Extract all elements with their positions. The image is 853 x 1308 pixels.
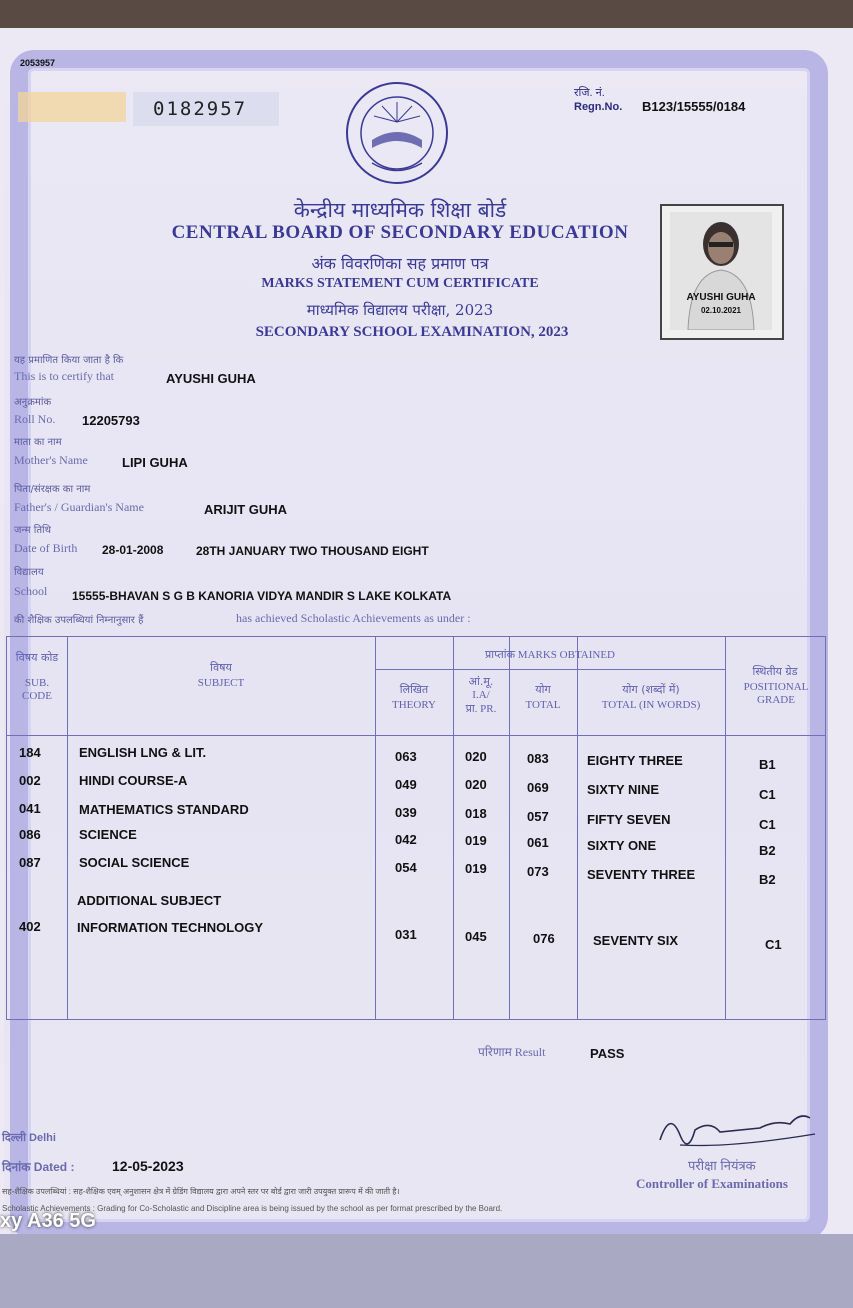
header-theory-hindi: लिखित: [399, 683, 429, 696]
table-divider: [375, 669, 725, 670]
row-total: 083: [527, 751, 549, 766]
row-code: 184: [19, 745, 41, 760]
row-subject: INFORMATION TECHNOLOGY: [77, 920, 264, 935]
row-grade: C1: [759, 787, 776, 802]
row-total: 076: [533, 931, 555, 946]
row-subject: MATHEMATICS STANDARD: [79, 802, 249, 817]
mother-name: LIPI GUHA: [122, 455, 188, 470]
certify-label-hindi: यह प्रमाणित किया जाता है कि: [14, 355, 124, 366]
row-theory: 031: [395, 927, 417, 942]
header-marks-label: MARKS OBTAINED: [517, 649, 616, 661]
row-total: 061: [527, 835, 549, 850]
doc-title-hindi: अंक विवरणिका सह प्रमाण पत्र: [311, 254, 489, 273]
row-ia: 018: [465, 806, 487, 821]
achieved-label: has achieved Scholastic Achievements as under :: [236, 611, 471, 625]
row-words: SEVENTY SIX: [593, 933, 679, 948]
regn-number: B123/15555/0184: [642, 99, 746, 114]
header-words-hindi: योग (शब्दों में): [622, 683, 680, 696]
footnote: Scholastic Achievements : Grading for Co-Scholastic and Discipline area is being issued by the school as per format prescribed by the Board.: [2, 1204, 503, 1213]
header-grade-hindi: स्थितीय ग्रेड: [752, 665, 798, 678]
header-ia-hindi: आं.मू.: [468, 675, 494, 688]
serial-number: 0182957: [133, 92, 279, 126]
row-theory: 054: [395, 860, 417, 875]
header-total-hindi: योग: [535, 683, 551, 696]
row-theory: 039: [395, 805, 417, 820]
table-divider: [67, 637, 68, 1019]
board-name: CENTRAL BOARD OF SECONDARY EDUCATION: [171, 222, 629, 243]
row-total: 057: [527, 809, 549, 824]
row-words: EIGHTY THREE: [587, 753, 683, 768]
camera-watermark: xy A36 5G: [0, 1210, 96, 1232]
row-total: 069: [527, 780, 549, 795]
school-label: School: [14, 584, 48, 598]
controller-title-hindi: परीक्षा नियंत्रक: [688, 1158, 756, 1173]
photo-caption-name: AYUSHI GUHA: [686, 292, 756, 303]
header-marks: [375, 649, 725, 662]
exam-title-hindi: माध्यमिक विद्यालय परीक्षा, 2023: [306, 301, 494, 319]
result-value: PASS: [590, 1046, 625, 1061]
row-code: 087: [19, 855, 41, 870]
table-divider: [7, 735, 825, 736]
row-subject: SCIENCE: [79, 827, 137, 842]
father-name: ARIJIT GUHA: [204, 502, 288, 517]
doc-title: MARKS STATEMENT CUM CERTIFICATE: [261, 276, 539, 291]
cbse-emblem-icon: [342, 78, 452, 188]
certificate-paper: [0, 28, 853, 1280]
regn-label: Regn.No.: [574, 101, 623, 113]
additional-subject-label: ADDITIONAL SUBJECT: [77, 893, 222, 908]
row-code: 041: [19, 801, 41, 816]
result-label-en: Result: [514, 1045, 546, 1059]
header-grade: POSITIONAL GRADE: [743, 681, 809, 706]
row-words: SIXTY ONE: [587, 838, 657, 853]
row-grade: B2: [759, 843, 776, 858]
row-theory: 063: [395, 749, 417, 764]
mother-label-hindi: माता का नाम: [14, 437, 62, 448]
row-grade: C1: [765, 937, 782, 952]
row-code: 402: [19, 919, 41, 934]
dob-label-hindi: जन्म तिथि: [14, 525, 52, 536]
serial-top: 2053957: [20, 58, 56, 68]
student-photo: [660, 204, 784, 340]
row-subject: ENGLISH LNG & LIT.: [79, 745, 207, 760]
marks-table: [6, 636, 826, 1020]
row-grade: B2: [759, 872, 776, 887]
row-ia: 045: [465, 929, 487, 944]
header-words: TOTAL (IN WORDS): [601, 699, 701, 711]
row-words: SEVENTY THREE: [587, 867, 696, 882]
row-grade: B1: [759, 757, 776, 772]
table-divider: [725, 637, 726, 1019]
row-total: 073: [527, 864, 549, 879]
exam-title: SECONDARY SCHOOL EXAMINATION, 2023: [255, 324, 569, 340]
bottom-band: [0, 1234, 853, 1308]
roll-number: 12205793: [82, 413, 140, 428]
header-sub-code-hindi: विषय कोड: [15, 651, 59, 664]
photo-caption-date: 02.10.2021: [700, 306, 742, 315]
controller-title: Controller of Examinations: [636, 1176, 788, 1191]
row-subject: HINDI COURSE-A: [79, 773, 188, 788]
header-ia: I.A/: [472, 689, 490, 701]
school-label-hindi: विद्यालय: [14, 567, 44, 578]
certify-label: This is to certify that: [14, 369, 114, 383]
dated-label: दिनांक Dated :: [2, 1160, 75, 1174]
dob-words: 28TH JANUARY TWO THOUSAND EIGHT: [196, 544, 429, 558]
dated-value: 12-05-2023: [112, 1158, 184, 1174]
header-marks-hindi: प्राप्तांक: [484, 649, 516, 661]
row-grade: C1: [759, 817, 776, 832]
achieved-label-hindi: की शैक्षिक उपलब्धियां निम्नानुसार हैं: [14, 615, 144, 626]
mother-label: Mother's Name: [14, 453, 88, 467]
row-ia: 020: [465, 777, 487, 792]
row-theory: 049: [395, 777, 417, 792]
stamp-mark: [18, 92, 126, 122]
father-label-hindi: पिता/संरक्षक का नाम: [14, 484, 91, 495]
photo-image: [670, 212, 772, 330]
row-words: SIXTY NINE: [587, 782, 660, 797]
school-name: 15555-BHAVAN S G B KANORIA VIDYA MANDIR S LAKE KOLKATA: [72, 589, 452, 603]
roll-label-hindi: अनुक्रमांक: [14, 397, 52, 408]
regn-label-hindi: रजि. नं.: [574, 87, 605, 99]
row-code: 002: [19, 773, 41, 788]
header-subject-hindi: विषय: [210, 661, 232, 674]
result-label: [478, 1043, 545, 1060]
header-subject: SUBJECT: [197, 677, 245, 689]
student-name: AYUSHI GUHA: [166, 371, 256, 386]
dob-value: 28-01-2008: [102, 543, 164, 557]
father-label: Father's / Guardian's Name: [14, 500, 144, 514]
header-total: TOTAL: [525, 699, 561, 711]
signature-icon: [650, 1100, 820, 1160]
header-ia-pr: प्रा. PR.: [465, 703, 497, 715]
place-label: दिल्ली Delhi: [2, 1132, 56, 1144]
row-code: 086: [19, 827, 41, 842]
row-words: FIFTY SEVEN: [587, 812, 671, 827]
row-ia: 019: [465, 833, 487, 848]
result-label-hindi: परिणाम: [478, 1045, 512, 1059]
row-ia: 019: [465, 861, 487, 876]
desk-background: [0, 0, 853, 30]
board-name-hindi: केन्द्रीय माध्यमिक शिक्षा बोर्ड: [293, 198, 507, 222]
roll-label: Roll No.: [14, 412, 56, 426]
row-ia: 020: [465, 749, 487, 764]
header-theory: THEORY: [392, 699, 436, 711]
footnote-hindi: सह-शैक्षिक उपलब्धियां : सह-शैक्षिक एवम् अनुशासन क्षेत्र में ग्रेडिंग विद्यालय द्वारा अपने स्तर पर बोर्ड द्वारा जारी उपयुक्त प्रारूप में की जाती है।: [2, 1187, 400, 1196]
dob-label: Date of Birth: [14, 541, 78, 555]
header-sub-code: SUB. CODE: [22, 677, 52, 702]
row-theory: 042: [395, 832, 417, 847]
row-subject: SOCIAL SCIENCE: [79, 855, 190, 870]
